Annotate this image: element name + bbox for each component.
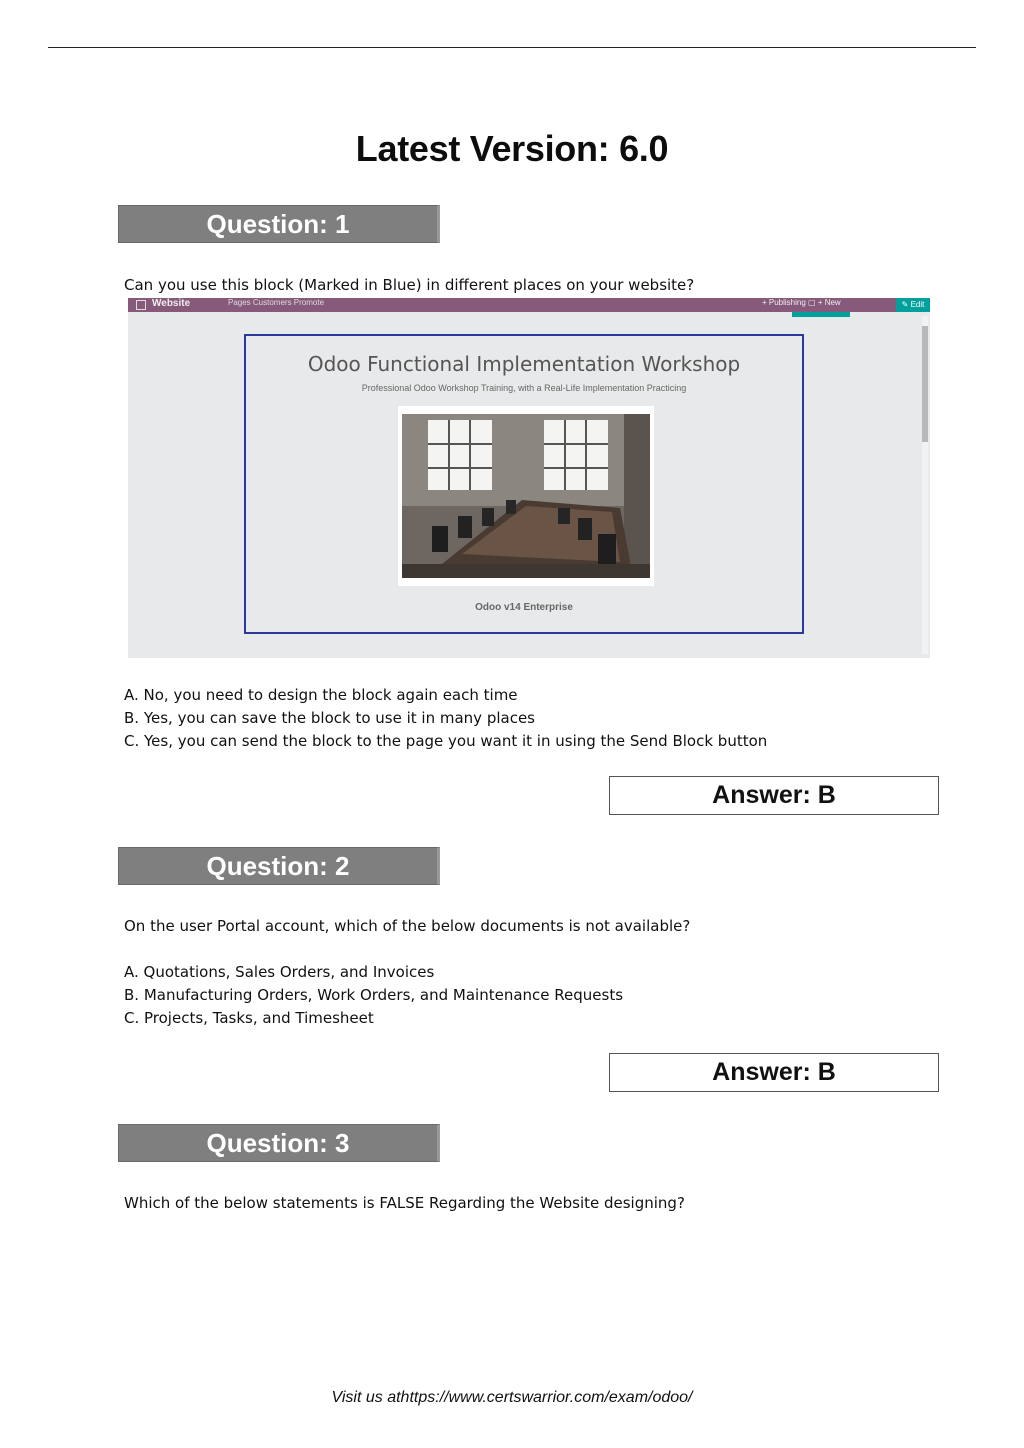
block-title: Odoo Functional Implementation Workshop [307,352,741,376]
meeting-room-image-icon [402,414,650,578]
question-2-text: On the user Portal account, which of the below documents is not available? [124,917,691,935]
question-2-answer: Answer: B [609,1053,939,1092]
footer-link[interactable]: Visit us athttps://www.certswarrior.com/exam/odoo/ [331,1389,693,1406]
meeting-room-photo [398,406,654,586]
question-3-header: Question: 3 [118,1124,440,1162]
question-1-answer: Answer: B [609,776,939,815]
question-1-option-c: C. Yes, you can send the block to the page you want it in using the Send Block button [124,732,768,750]
apps-menu-icon [136,300,146,310]
scrollbar [922,316,928,654]
page-title: Latest Version: 6.0 [355,128,669,169]
topbar-right-controls: + Publishing ▢ + New [762,298,841,307]
editor-topbar [128,298,930,312]
question-2-option-a: A. Quotations, Sales Orders, and Invoices [124,963,435,981]
top-rule [48,47,976,48]
block-caption: Odoo v14 Enterprise [475,602,573,613]
block-subtitle: Professional Odoo Workshop Training, with a Real-Life Implementation Practicing [361,383,687,393]
question-1-header: Question: 1 [118,205,440,243]
app-name: Website [152,298,191,309]
website-editor-screenshot [128,298,930,658]
topbar-nav-links: Pages Customers Promote [228,298,325,307]
publish-indicator [792,312,850,317]
selected-block [244,334,804,634]
scrollbar-thumb [922,326,928,442]
question-1-option-b: B. Yes, you can save the block to use it in many places [124,709,535,727]
question-1-text: Can you use this block (Marked in Blue) in different places on your website? [124,276,695,294]
question-1-option-a: A. No, you need to design the block again each time [124,686,518,704]
question-3-text: Which of the below statements is FALSE Regarding the Website designing? [124,1194,685,1212]
question-2-header: Question: 2 [118,847,440,885]
question-2-option-b: B. Manufacturing Orders, Work Orders, and Maintenance Requests [124,986,624,1004]
edit-button: ✎ Edit [896,298,930,312]
question-2-option-c: C. Projects, Tasks, and Timesheet [124,1009,374,1027]
